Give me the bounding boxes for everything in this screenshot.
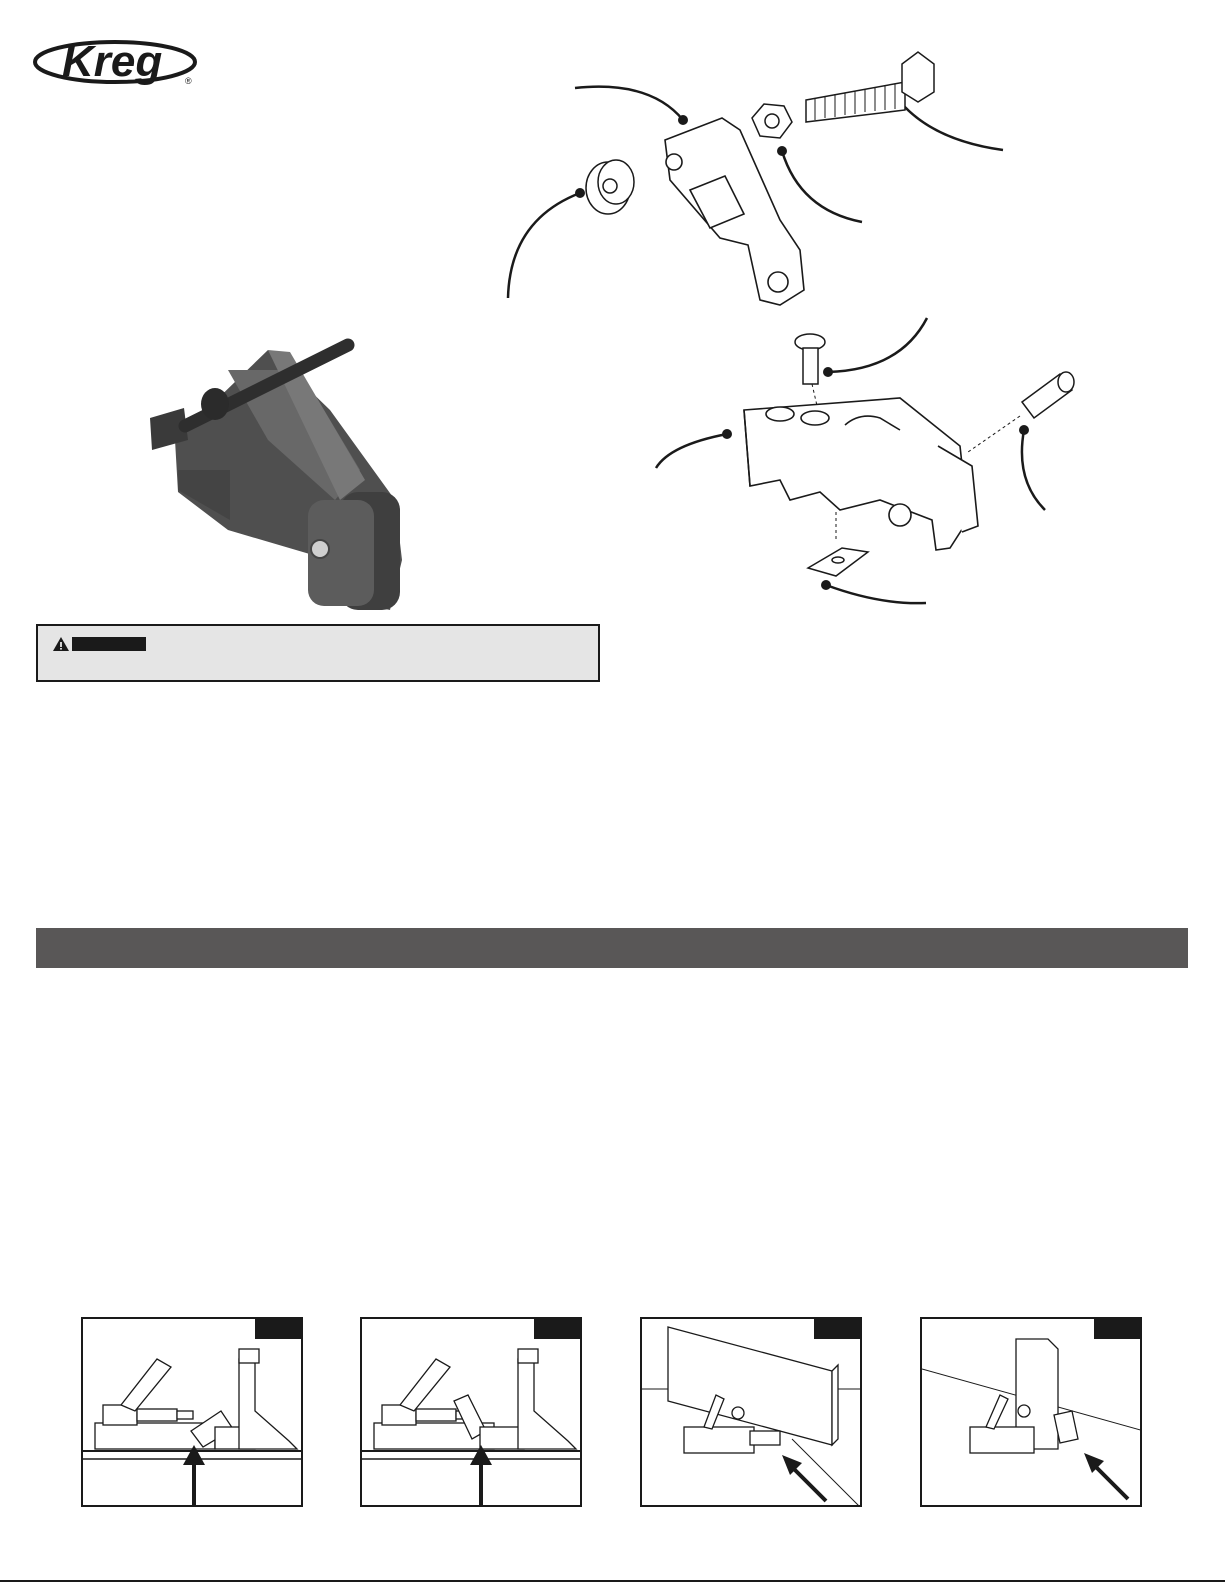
svg-text:®: ® [185, 76, 192, 86]
figure-1 [81, 1317, 303, 1507]
warning-label [52, 634, 146, 654]
svg-text:Kreg: Kreg [62, 37, 163, 86]
warning-box [36, 624, 600, 682]
up-arrow-icon [470, 1445, 492, 1507]
figure-3 [640, 1317, 862, 1507]
diagonal-arrow-icon [1084, 1453, 1128, 1499]
footer-rule [0, 1580, 1225, 1582]
up-arrow-icon [183, 1445, 205, 1507]
section-heading-bar [36, 928, 1188, 968]
kreg-logo [30, 30, 200, 94]
figure-2 [360, 1317, 582, 1507]
figure-4 [920, 1317, 1142, 1507]
diagonal-arrow-icon [782, 1455, 826, 1501]
warning-triangle-icon [52, 636, 70, 652]
product-photo [130, 330, 420, 620]
exploded-parts-diagram [480, 20, 1200, 630]
warning-tag [72, 637, 146, 651]
